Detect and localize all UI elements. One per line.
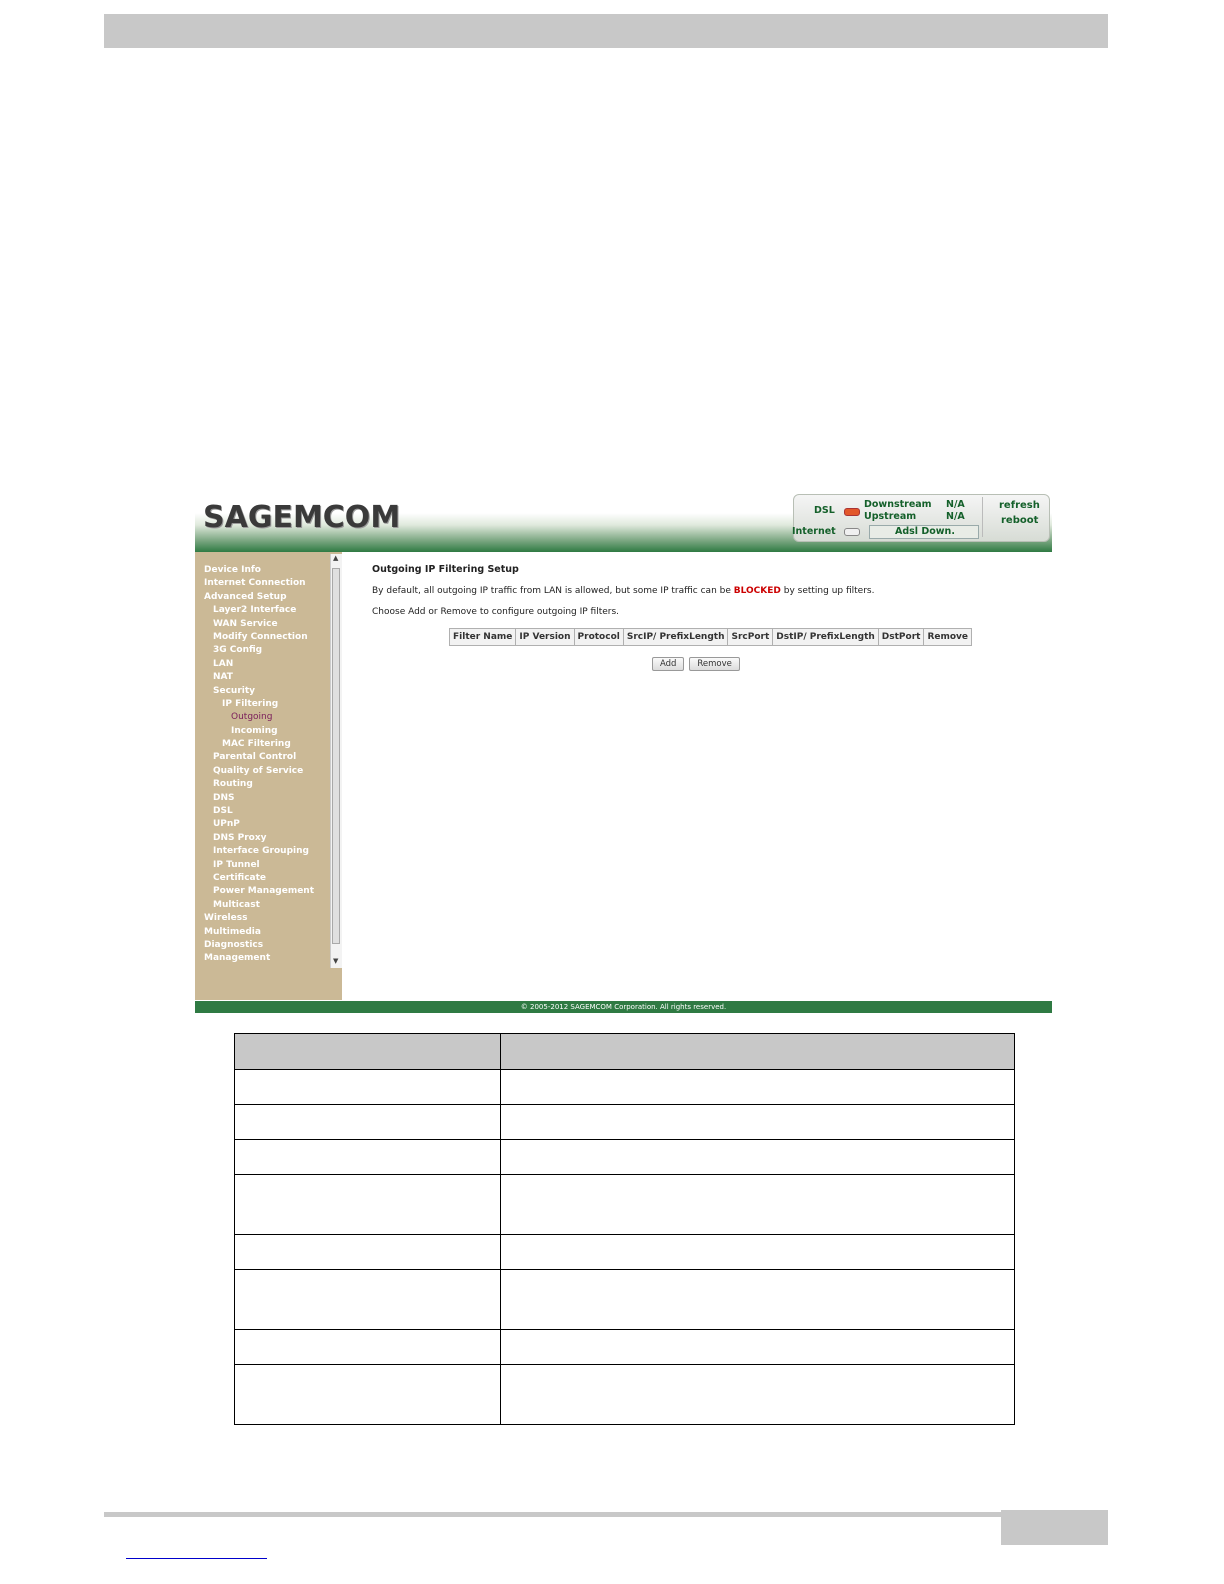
filter-table bbox=[449, 628, 972, 646]
dsl-label: DSL bbox=[814, 505, 835, 516]
footer-link-underline[interactable] bbox=[126, 1558, 267, 1559]
table-cell bbox=[235, 1365, 501, 1425]
internet-led-icon bbox=[844, 528, 860, 536]
nav-routing[interactable]: Routing bbox=[213, 779, 253, 790]
adsl-status: Adsl Down. bbox=[895, 526, 955, 537]
table-cell bbox=[235, 1235, 501, 1270]
table-cell bbox=[501, 1070, 1015, 1105]
action-buttons bbox=[652, 657, 742, 671]
col-filter-name: Filter Name bbox=[450, 629, 516, 646]
table-cell bbox=[235, 1330, 501, 1365]
nav-incoming[interactable]: Incoming bbox=[231, 725, 278, 736]
nav-modify-connection[interactable]: Modify Connection bbox=[213, 631, 308, 642]
connection-status-panel bbox=[793, 494, 1050, 542]
router-footer: © 2005-2012 SAGEMCOM Corporation. All rights reserved. bbox=[195, 1001, 1052, 1013]
table-row bbox=[235, 1270, 1015, 1330]
sidebar-nav bbox=[195, 564, 329, 970]
page-number-box bbox=[1001, 1510, 1108, 1545]
nav-dsl[interactable]: DSL bbox=[213, 806, 233, 817]
nav-ip-tunnel[interactable]: IP Tunnel bbox=[213, 859, 260, 870]
description bbox=[372, 586, 1042, 596]
table-cell bbox=[235, 1140, 501, 1175]
page-header-bar bbox=[104, 14, 1108, 48]
nav-upnp[interactable]: UPnP bbox=[213, 819, 240, 830]
table-row bbox=[235, 1105, 1015, 1140]
upstream-label: Upstream bbox=[864, 511, 917, 522]
nav-interface-grouping[interactable]: Interface Grouping bbox=[213, 846, 309, 857]
nav-device-info[interactable]: Device Info bbox=[204, 565, 261, 575]
router-screenshot bbox=[195, 492, 1052, 1013]
nav-layer2-interface[interactable]: Layer2 Interface bbox=[213, 605, 297, 616]
table-cell bbox=[501, 1270, 1015, 1330]
col-dstip: DstIP/ PrefixLength bbox=[773, 629, 879, 646]
parameter-table-header bbox=[235, 1034, 1015, 1070]
header-cell bbox=[235, 1034, 501, 1070]
description-text: By default, all outgoing IP traffic from LAN is allowed, but some IP traffic can be bbox=[372, 586, 734, 596]
internet-label: Internet bbox=[792, 526, 836, 537]
table-cell bbox=[501, 1330, 1015, 1365]
nav-wan-service[interactable]: WAN Service bbox=[213, 618, 278, 629]
nav-wireless[interactable]: Wireless bbox=[204, 913, 248, 924]
blocked-text: BLOCKED bbox=[733, 586, 781, 596]
col-remove: Remove bbox=[924, 629, 972, 646]
col-srcip: SrcIP/ PrefixLength bbox=[623, 629, 728, 646]
table-cell bbox=[235, 1070, 501, 1105]
description-text-end: by setting up filters. bbox=[780, 586, 875, 596]
nav-parental-control[interactable]: Parental Control bbox=[213, 752, 297, 763]
remove-button[interactable]: Remove bbox=[689, 657, 740, 671]
refresh-button[interactable]: refresh bbox=[999, 500, 1040, 511]
table-cell bbox=[501, 1365, 1015, 1425]
table-row bbox=[235, 1175, 1015, 1235]
reboot-button[interactable]: reboot bbox=[1001, 515, 1039, 526]
status-divider bbox=[982, 497, 983, 537]
table-cell bbox=[501, 1140, 1015, 1175]
table-row bbox=[235, 1070, 1015, 1105]
table-row bbox=[235, 1365, 1015, 1425]
upstream-value: N/A bbox=[946, 511, 965, 522]
dsl-led-icon bbox=[844, 508, 860, 516]
table-cell bbox=[501, 1235, 1015, 1270]
header-cell bbox=[501, 1034, 1015, 1070]
nav-nat[interactable]: NAT bbox=[213, 672, 233, 683]
sidebar-scrollbar[interactable] bbox=[330, 554, 342, 968]
scroll-down-icon[interactable]: ▼ bbox=[333, 957, 339, 965]
page-title: Outgoing IP Filtering Setup bbox=[372, 564, 519, 575]
table-row bbox=[235, 1140, 1015, 1175]
nav-certificate[interactable]: Certificate bbox=[213, 872, 267, 883]
table-cell bbox=[235, 1175, 501, 1235]
col-ip-version: IP Version bbox=[516, 629, 574, 646]
downstream-value: N/A bbox=[946, 499, 965, 510]
parameter-table bbox=[234, 1033, 1015, 1425]
nav-dns[interactable]: DNS bbox=[213, 792, 235, 803]
col-srcport: SrcPort bbox=[728, 629, 773, 646]
nav-quality-of-service[interactable]: Quality of Service bbox=[213, 765, 304, 776]
scrollbar-thumb[interactable] bbox=[332, 568, 340, 944]
table-cell bbox=[235, 1105, 501, 1140]
footer-rule bbox=[104, 1512, 1001, 1517]
col-dstport: DstPort bbox=[878, 629, 924, 646]
sagemcom-logo: SAGEMCOM bbox=[203, 500, 401, 535]
nav-3g-config[interactable]: 3G Config bbox=[213, 645, 263, 656]
add-button[interactable]: Add bbox=[652, 657, 684, 671]
nav-ip-filtering[interactable]: IP Filtering bbox=[222, 698, 279, 709]
table-cell bbox=[501, 1175, 1015, 1235]
col-protocol: Protocol bbox=[574, 629, 623, 646]
nav-lan[interactable]: LAN bbox=[213, 658, 234, 669]
nav-outgoing[interactable]: Outgoing bbox=[231, 712, 273, 723]
nav-advanced-setup[interactable]: Advanced Setup bbox=[204, 591, 287, 602]
table-cell bbox=[501, 1105, 1015, 1140]
table-row bbox=[235, 1330, 1015, 1365]
main-content bbox=[372, 564, 1042, 669]
nav-diagnostics[interactable]: Diagnostics bbox=[204, 939, 264, 950]
router-header bbox=[195, 492, 1052, 552]
downstream-label: Downstream bbox=[864, 499, 932, 510]
nav-security[interactable]: Security bbox=[213, 685, 256, 696]
nav-multicast[interactable]: Multicast bbox=[213, 899, 260, 910]
filter-table-header bbox=[450, 629, 972, 646]
table-cell bbox=[235, 1270, 501, 1330]
scroll-up-icon[interactable]: ▲ bbox=[333, 554, 339, 562]
nav-mac-filtering[interactable]: MAC Filtering bbox=[222, 739, 291, 750]
nav-dns-proxy[interactable]: DNS Proxy bbox=[213, 832, 267, 843]
instructions: Choose Add or Remove to configure outgoing IP filters. bbox=[372, 607, 620, 617]
adsl-status-box bbox=[869, 525, 979, 539]
nav-internet-connection[interactable]: Internet Connection bbox=[204, 578, 306, 589]
nav-management[interactable]: Management bbox=[204, 953, 271, 964]
nav-multimedia[interactable]: Multimedia bbox=[204, 926, 261, 937]
table-row bbox=[235, 1235, 1015, 1270]
nav-power-management[interactable]: Power Management bbox=[213, 886, 315, 897]
